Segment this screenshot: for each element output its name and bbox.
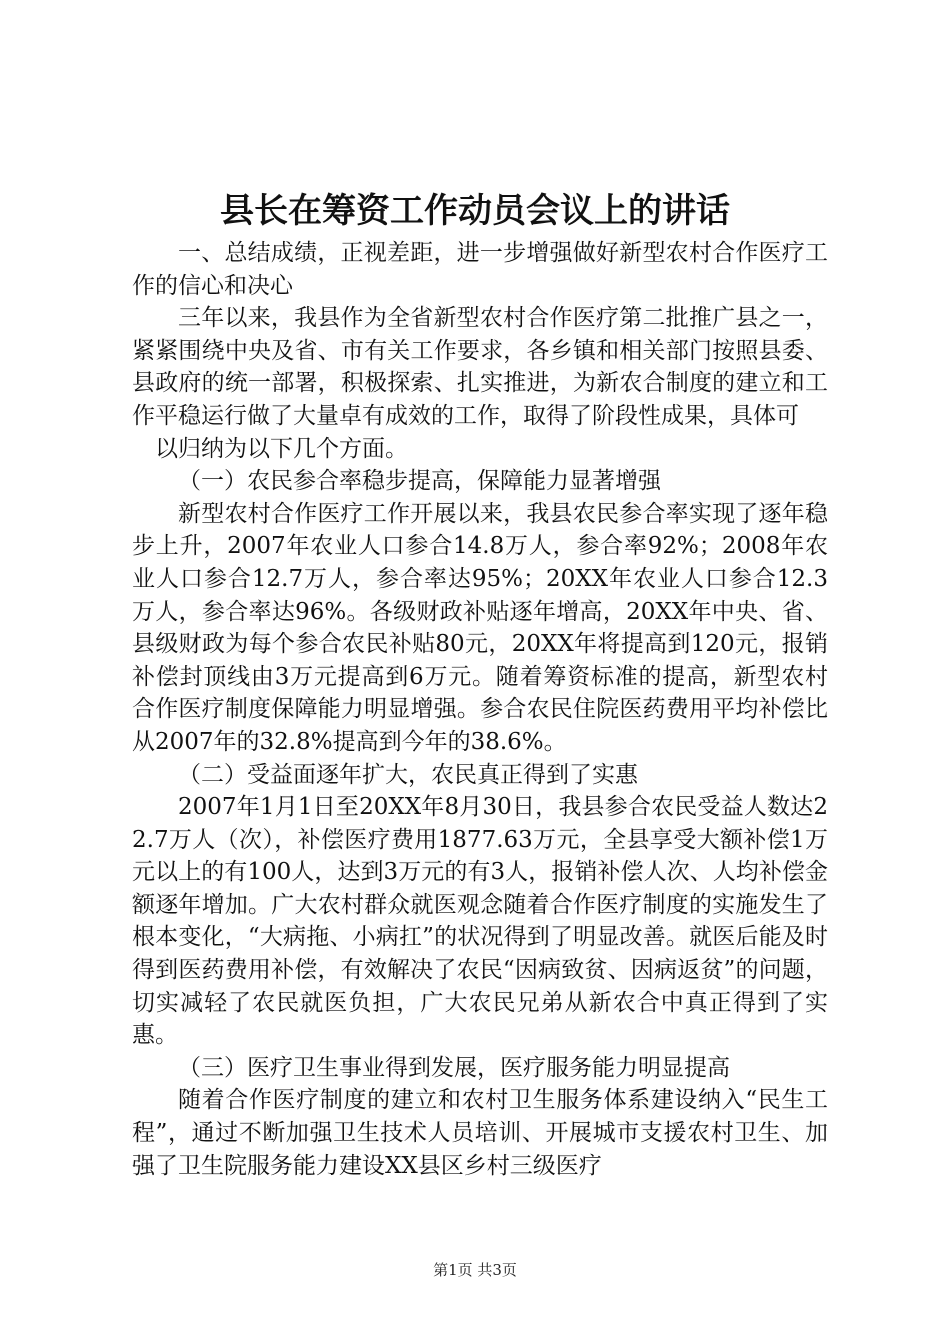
document-body xyxy=(132,237,828,1182)
paragraph: （三）医疗卫生事业得到发展，医疗服务能力明显提高 xyxy=(178,1054,730,1081)
paragraph: 一、总结成绩，正视差距，进一步增强做好新型农村合作医疗工作的信心和决心 xyxy=(132,240,828,299)
paragraph: （一）农民参合率稳步提高，保障能力显著增强 xyxy=(178,468,661,495)
document-title: 县长在筹资工作动员会议上的讲话 xyxy=(220,191,730,231)
paragraph: 随着合作医疗制度的建立和农村卫生服务体系建设纳入“民生工程”，通过不断加强卫生技术人员培训、开展城市支援农村卫生、加强了卫生院服务能力建设XX县区乡村三级医疗 xyxy=(132,1087,828,1179)
page-footer: 第1页 共3页 xyxy=(433,1261,517,1279)
paragraph: 以归纳为以下几个方面。 xyxy=(155,435,408,462)
paragraph: 三年以来，我县作为全省新型农村合作医疗第二批推广县之一，紧紧围绕中央及省、市有关工作要求，各乡镇和相关部门按照县委、县政府的统一部署，积极探索、扎实推进，为新农合制度的建立和工作平稳运行做了大量卓有成效的工作，取得了阶段性成果，具体可 xyxy=(132,305,828,429)
paragraph: 2007年1月1日至20XX年8月30日，我县参合农民受益人数达22.7万人（次），补偿医疗费用1877.63万元，全县享受大额补偿1万元以上的有100人，达到3万元的有3人，报销补偿人次、人均补偿金额逐年增加。广大农村群众就医观念随着合作医疗制度的实施发生了根本变化，“大病拖、小病扛”的状况得到了明显改善。就医后能及时得到医药费用补偿，有效解决了农民“因病致贫、因病返贫”的问题，切实减轻了农民就医负担，广大农民兄弟从新农合中真正得到了实惠。 xyxy=(132,794,828,1049)
paragraph: 新型农村合作医疗工作开展以来，我县农民参合率实现了逐年稳步上升，2007年农业人口参合14.8万人，参合率92%；2008年农业人口参合12.7万人，参合率达95%；20XX年农业人口参合12.3万人，参合率达96%。各级财政补贴逐年增高，20XX年中央、省、县级财政为每个参合农民补贴80元，20XX年将提高到120元，报销补偿封顶线由3万元提高到6万元。随着筹资标准的提高，新型农村合作医疗制度保障能力明显增强。参合农民住院医药费用平均补偿比从2007年的32.8%提高到今年的38.6%。 xyxy=(132,500,828,755)
paragraph: （二）受益面逐年扩大，农民真正得到了实惠 xyxy=(178,761,638,788)
